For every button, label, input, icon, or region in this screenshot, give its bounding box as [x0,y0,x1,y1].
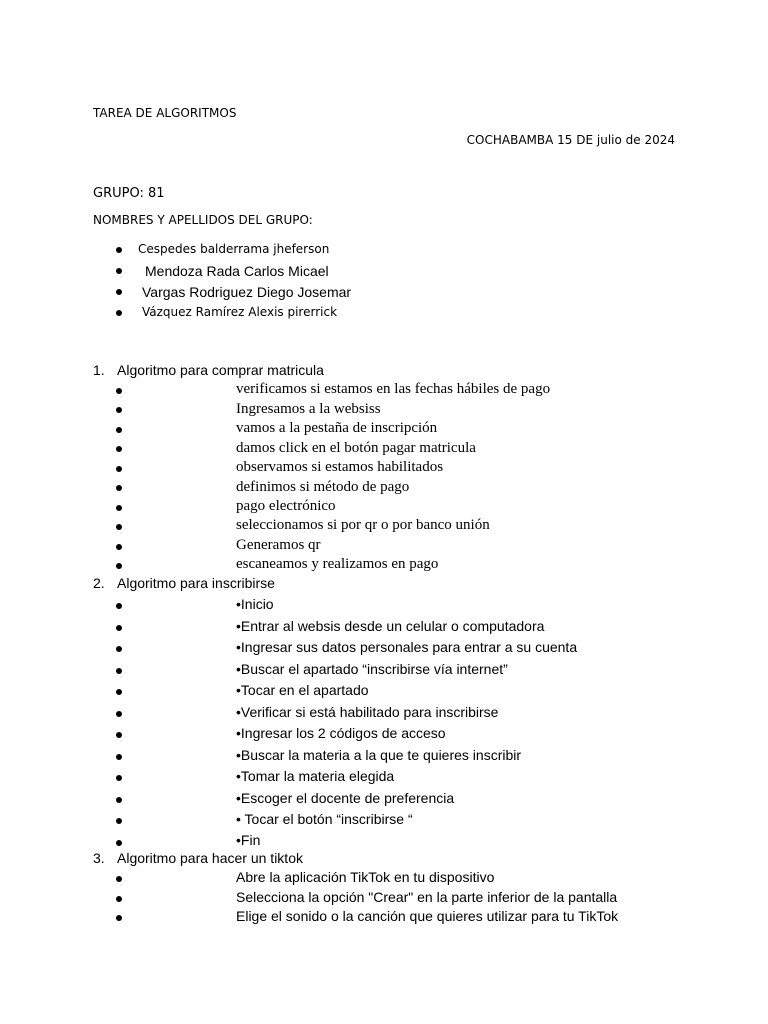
list-item: •Buscar la materia a la que te quieres inscribir [236,747,522,763]
member-name: Mendoza Rada Carlos Micael [145,263,329,279]
list-item: •Tocar en el apartado [236,682,369,698]
algorithm-number: 1. [93,362,105,378]
member-name: Cespedes balderrama jheferson [138,242,330,256]
members-heading: NOMBRES Y APELLIDOS DEL GRUPO: [93,213,313,227]
list-item: •Verificar si está habilitado para inscribirse [236,704,499,720]
list-item: •Inicio [236,596,274,612]
bullet-icon [116,896,122,902]
bullet-icon [116,603,122,609]
list-item: •Escoger el docente de preferencia [236,790,455,806]
list-item: •Ingresar sus datos personales para entrar a su cuenta [236,639,578,655]
list-item: •Fin [236,832,261,848]
bullet-icon [116,388,122,394]
group-number: GRUPO: 81 [93,186,165,201]
list-item: seleccionamos si por qr o por banco unión [236,517,490,533]
algorithm-title: Algoritmo para comprar matricula [117,362,324,378]
bullet-icon [116,668,122,674]
bullet-icon [116,625,122,631]
bullet-icon [116,775,122,781]
bullet-icon [116,289,122,295]
member-name: Vázquez Ramírez Alexis pirerrick [142,305,338,319]
list-item: escaneamos y realizamos en pago [236,556,439,572]
bullet-icon [116,427,122,433]
bullet-icon [116,840,122,846]
bullet-icon [116,268,122,274]
list-item: Ingresamos a la websiss [236,401,381,417]
bullet-icon [116,915,122,921]
bullet-icon [116,505,122,511]
list-item: Abre la aplicación TikTok en tu dispositivo [236,869,495,885]
bullet-icon [116,818,122,824]
member-name: Vargas Rodriguez Diego Josemar [142,284,352,300]
place-date: COCHABAMBA 15 DE julio de 2024 [466,133,675,147]
bullet-icon [116,524,122,530]
bullet-icon [116,754,122,760]
bullet-icon [116,310,122,316]
bullet-icon [116,563,122,569]
algorithm-number: 3. [93,850,105,866]
bullet-icon [116,466,122,472]
list-item: •Buscar el apartado “inscribirse vía internet” [236,661,508,677]
list-item: Elige el sonido o la canción que quieres utilizar para tu TikTok [236,908,619,924]
bullet-icon [116,407,122,413]
algorithm-title: Algoritmo para inscribirse [117,575,275,591]
document-title: TAREA DE ALGORITMOS [93,106,237,120]
list-item: •Ingresar los 2 códigos de acceso [236,725,446,741]
list-item: Generamos qr [236,537,321,553]
list-item: observamos si estamos habilitados [236,459,444,475]
list-item: definimos si método de pago [236,479,410,495]
bullet-icon [116,247,122,253]
list-item: Selecciona la opción "Crear" en la parte inferior de la pantalla [236,889,618,905]
list-item: pago electrónico [236,498,336,514]
bullet-icon [116,876,122,882]
bullet-icon [116,446,122,452]
bullet-icon [116,797,122,803]
bullet-icon [116,732,122,738]
algorithm-number: 2. [93,575,105,591]
list-item: verificamos si estamos en las fechas hábiles de pago [236,381,551,397]
bullet-icon [116,485,122,491]
list-item: vamos a la pestaña de inscripción [236,420,438,436]
list-item: • Tocar el botón “inscribirse “ [236,811,413,827]
list-item: •Tomar la materia elegida [236,768,395,784]
bullet-icon [116,646,122,652]
list-item: damos click en el botón pagar matricula [236,440,476,456]
bullet-icon [116,711,122,717]
bullet-icon [116,544,122,550]
list-item: •Entrar al websis desde un celular o computadora [236,618,545,634]
algorithm-title: Algoritmo para hacer un tiktok [117,850,303,866]
bullet-icon [116,689,122,695]
